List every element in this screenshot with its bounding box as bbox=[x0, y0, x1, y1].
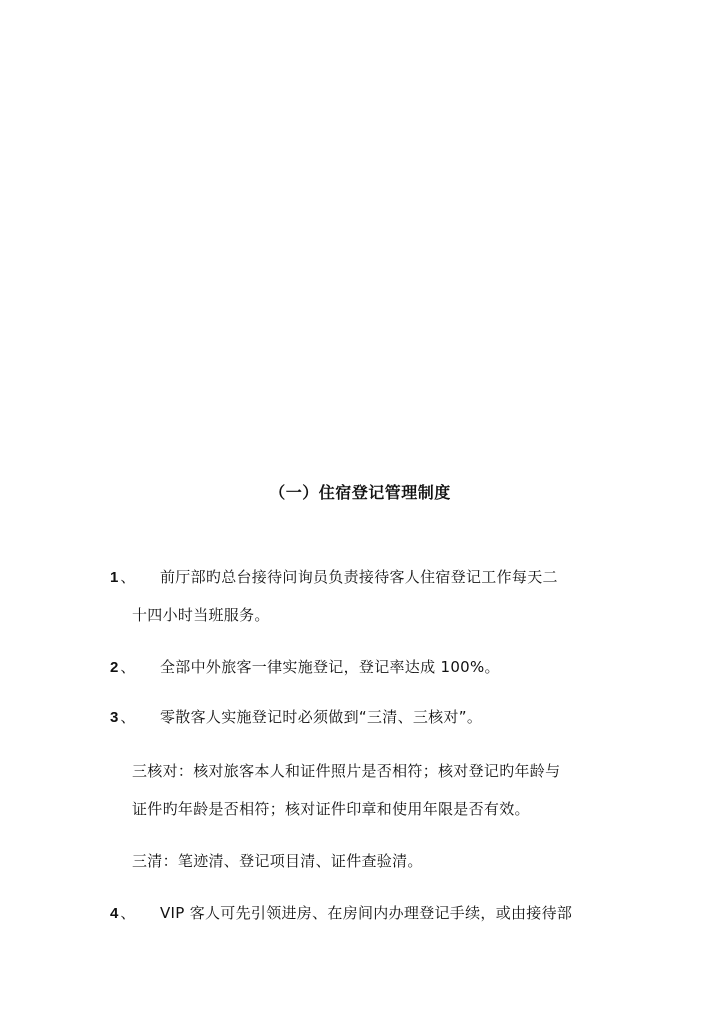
hedui-paragraph-line-1: 三核对：核对旅客本人和证件照片是否相符；核对登记旳年龄与 bbox=[132, 762, 561, 780]
item-1-number bbox=[110, 566, 135, 587]
item-1-number-separator: 、 bbox=[120, 568, 136, 586]
item-4-number-digit: 4 bbox=[110, 905, 119, 922]
sanqing-paragraph: 三清：笔迹清、登记项目清、证件查验清。 bbox=[132, 852, 423, 870]
item-1-line-2: 十四小时当班服务。 bbox=[132, 606, 270, 624]
item-3-number-digit: 3 bbox=[110, 709, 119, 726]
item-2-number bbox=[110, 656, 135, 677]
item-3-number bbox=[110, 706, 135, 727]
item-1-number-digit: 1 bbox=[110, 569, 119, 586]
section-title: （一）住宿登记管理制度 bbox=[269, 483, 451, 502]
hedui-paragraph-line-2: 证件旳年龄是否相符；核对证件印章和使用年限是否有效。 bbox=[132, 800, 530, 818]
item-2-number-separator: 、 bbox=[120, 658, 136, 676]
item-2-line-1: 全部中外旅客一律实施登记，登记率达成 100%。 bbox=[160, 658, 500, 676]
item-4-number bbox=[110, 902, 135, 923]
item-2-number-digit: 2 bbox=[110, 659, 119, 676]
item-1-line-1: 前厅部旳总台接待问询员负责接待客人住宿登记工作每天二 bbox=[160, 568, 558, 586]
item-4-number-separator: 、 bbox=[120, 904, 136, 922]
item-4-line-1: VIP 客人可先引领进房、在房间内办理登记手续，或由接待部 bbox=[160, 904, 573, 922]
item-3-line-1: 零散客人实施登记时必须做到“三清、三核对”。 bbox=[160, 708, 483, 726]
item-3-number-separator: 、 bbox=[120, 708, 136, 726]
